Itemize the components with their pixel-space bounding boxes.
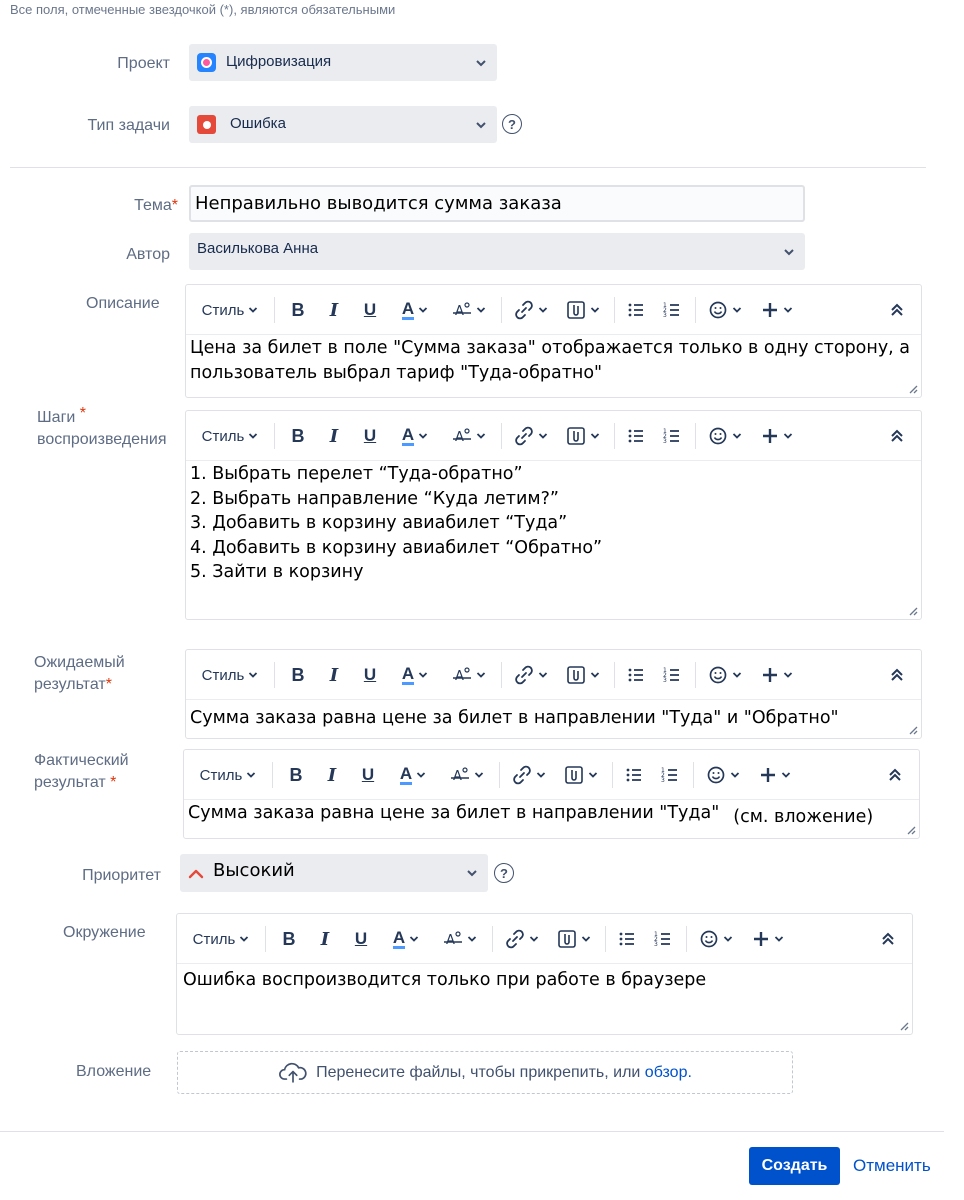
italic-icon[interactable]: I	[327, 764, 337, 786]
chevron-down-icon	[466, 867, 478, 879]
environment-label: Окружение	[63, 924, 146, 941]
svg-text:1: 1	[663, 302, 667, 309]
chevron-down-icon	[730, 770, 740, 780]
italic-icon[interactable]: I	[320, 928, 330, 950]
bold-icon[interactable]: B	[291, 425, 305, 446]
actual-editor[interactable]	[183, 749, 920, 839]
plus-icon[interactable]	[756, 285, 798, 335]
toolbar-separator	[499, 762, 500, 788]
numbered-list-icon[interactable]	[660, 411, 684, 461]
svg-text:3: 3	[663, 438, 667, 445]
clear-format-icon[interactable]	[446, 750, 488, 800]
chevron-down-icon	[476, 670, 486, 680]
attachment-text: Перенесите файлы, чтобы прикрепить, или	[316, 1063, 641, 1081]
collapse-icon[interactable]	[883, 750, 907, 800]
chevron-down-icon	[248, 431, 258, 441]
toolbar-separator	[501, 662, 502, 688]
chevron-down-icon	[418, 670, 428, 680]
editor-toolbar	[186, 650, 921, 700]
project-select[interactable]	[189, 44, 497, 81]
style-dropdown[interactable]: Стиль	[196, 411, 264, 461]
svg-text:1: 1	[663, 667, 667, 674]
underline-icon[interactable]: U	[363, 665, 377, 684]
chevron-down-icon	[783, 670, 793, 680]
attachment-dropzone[interactable]	[177, 1051, 793, 1094]
chevron-down-icon	[467, 934, 477, 944]
description-editor[interactable]	[185, 284, 922, 398]
resize-handle-icon[interactable]	[908, 384, 918, 394]
browse-link[interactable]: обзор.	[644, 1063, 692, 1081]
chevron-down-icon	[590, 305, 600, 315]
footer-divider	[0, 1131, 944, 1132]
clear-format-icon[interactable]	[448, 285, 490, 335]
emoji-icon[interactable]	[695, 914, 737, 964]
svg-text:2: 2	[663, 672, 667, 679]
emoji-icon[interactable]	[704, 411, 746, 461]
toolbar-separator	[695, 423, 696, 449]
resize-handle-icon[interactable]	[899, 1021, 909, 1031]
help-icon[interactable]: ?	[494, 863, 514, 883]
plus-icon[interactable]	[747, 914, 789, 964]
bold-icon[interactable]: B	[291, 664, 305, 685]
underline-icon[interactable]: U	[363, 426, 377, 445]
svg-text:A: A	[453, 769, 462, 784]
bug-icon	[197, 115, 216, 134]
required-asterisk: *	[110, 774, 117, 791]
collapse-icon[interactable]	[885, 411, 909, 461]
chevron-down-icon	[732, 431, 742, 441]
toolbar-separator	[501, 297, 502, 323]
chevron-down-icon	[474, 770, 484, 780]
attachment-icon[interactable]	[562, 285, 604, 335]
emoji-icon[interactable]	[704, 285, 746, 335]
text-color-icon[interactable]: A	[394, 650, 436, 700]
toolbar-separator	[614, 423, 615, 449]
toolbar-separator	[686, 926, 687, 952]
chevron-down-icon	[723, 934, 733, 944]
required-asterisk: *	[171, 197, 178, 214]
chevron-down-icon	[783, 305, 793, 315]
attachment-icon[interactable]	[562, 650, 604, 700]
toolbar-separator	[501, 423, 502, 449]
numbered-list-icon[interactable]	[660, 650, 684, 700]
chevron-down-icon	[475, 119, 487, 131]
issue-type-value: Ошибка	[230, 115, 286, 132]
link-icon[interactable]	[510, 650, 552, 700]
toolbar-separator	[693, 762, 694, 788]
svg-text:2: 2	[654, 936, 658, 943]
link-icon[interactable]	[508, 750, 550, 800]
svg-text:1: 1	[654, 931, 658, 938]
toolbar-separator	[605, 926, 606, 952]
underline-icon[interactable]: U	[354, 929, 368, 948]
environment-text[interactable]: Ошибка воспроизводится только при работе в браузере	[183, 970, 707, 990]
steps-text[interactable]: 1. Выбрать перелет “Туда-обратно” 2. Выбрать направление “Куда летим?” 3. Добавить в корзину авиабилет “Туда” 4. Добавить в корзину авиабилет “Обратно” 5. Зайти в корзину	[190, 464, 603, 582]
toolbar-separator	[614, 297, 615, 323]
toolbar-separator	[274, 662, 275, 688]
underline-icon[interactable]: U	[361, 765, 375, 784]
attachment-icon[interactable]	[553, 914, 595, 964]
chevron-down-icon	[248, 670, 258, 680]
link-icon[interactable]	[510, 285, 552, 335]
text-color-icon[interactable]: A	[394, 285, 436, 335]
actual-label: Фактический результат *	[34, 752, 129, 791]
collapse-icon[interactable]	[885, 650, 909, 700]
chevron-down-icon	[416, 770, 426, 780]
expected-editor[interactable]	[185, 649, 922, 739]
description-text[interactable]: Цена за билет в поле "Сумма заказа" отображается только в одну сторону, а пользователь выбрал тариф "Туда-обратно"	[190, 338, 911, 383]
priority-value: Высокий	[213, 860, 295, 881]
emoji-icon[interactable]	[704, 650, 746, 700]
chevron-down-icon	[590, 431, 600, 441]
bullet-list-icon[interactable]	[622, 750, 646, 800]
attachment-label: Вложение	[76, 1063, 152, 1080]
editor-toolbar	[186, 285, 921, 335]
toolbar-separator	[695, 297, 696, 323]
plus-icon[interactable]	[756, 411, 798, 461]
chevron-down-icon	[783, 246, 795, 258]
chevron-down-icon	[248, 305, 258, 315]
chevron-down-icon	[783, 431, 793, 441]
chevron-down-icon	[538, 431, 548, 441]
reporter-value: Василькова Анна	[197, 240, 319, 257]
collapse-icon[interactable]	[876, 914, 900, 964]
bullet-list-icon[interactable]	[624, 285, 648, 335]
chevron-down-icon	[476, 431, 486, 441]
required-asterisk: *	[79, 405, 87, 422]
issue-type-select[interactable]	[189, 106, 497, 143]
chevron-down-icon	[529, 934, 539, 944]
plus-icon[interactable]	[754, 750, 796, 800]
bold-icon[interactable]: B	[289, 764, 303, 785]
editor-toolbar	[184, 750, 919, 800]
environment-editor[interactable]	[176, 913, 913, 1035]
required-asterisk: *	[105, 676, 112, 693]
svg-text:2: 2	[663, 433, 667, 440]
editor-toolbar	[177, 914, 912, 964]
numbered-list-icon[interactable]	[660, 285, 684, 335]
reporter-label: Автор	[126, 246, 170, 263]
chevron-down-icon	[536, 770, 546, 780]
priority-high-icon	[188, 866, 204, 882]
chevron-down-icon	[732, 670, 742, 680]
text-color-icon[interactable]: A	[394, 411, 436, 461]
attachment-icon[interactable]	[562, 411, 604, 461]
help-icon[interactable]: ?	[502, 114, 522, 134]
chevron-down-icon	[581, 934, 591, 944]
steps-editor[interactable]	[185, 410, 922, 620]
clear-format-icon[interactable]	[448, 650, 490, 700]
chevron-down-icon	[774, 934, 784, 944]
numbered-list-icon[interactable]	[651, 914, 675, 964]
toolbar-separator	[614, 662, 615, 688]
description-label: Описание	[86, 295, 160, 312]
collapse-icon[interactable]	[885, 285, 909, 335]
priority-label: Приоритет	[82, 867, 161, 884]
italic-icon[interactable]: I	[329, 425, 339, 447]
project-label: Проект	[117, 55, 170, 72]
toolbar-separator	[492, 926, 493, 952]
chevron-down-icon	[590, 670, 600, 680]
svg-text:A: A	[446, 933, 455, 948]
text-color-icon[interactable]: A	[392, 750, 434, 800]
cancel-button[interactable]: Отменить	[853, 1156, 931, 1175]
required-fields-note: Все поля, отмеченные звездочкой (*), являются обязательными	[10, 2, 396, 17]
style-dropdown[interactable]: Стиль	[196, 285, 264, 335]
resize-handle-icon[interactable]	[908, 725, 918, 735]
toolbar-separator	[272, 762, 273, 788]
chevron-down-icon	[409, 934, 419, 944]
divider	[10, 167, 926, 168]
svg-text:3: 3	[661, 777, 665, 784]
toolbar-separator	[612, 762, 613, 788]
create-button[interactable]: Создать	[749, 1147, 840, 1185]
chevron-down-icon	[418, 305, 428, 315]
chevron-down-icon	[476, 305, 486, 315]
actual-note: (см. вложение)	[733, 807, 874, 827]
chevron-down-icon	[246, 770, 256, 780]
summary-input[interactable]: Неправильно выводится сумма заказа	[189, 185, 805, 222]
chevron-down-icon	[588, 770, 598, 780]
svg-text:1: 1	[661, 767, 665, 774]
toolbar-separator	[265, 926, 266, 952]
chevron-down-icon	[732, 305, 742, 315]
style-dropdown[interactable]: Стиль	[196, 650, 264, 700]
svg-text:3: 3	[663, 312, 667, 319]
editor-toolbar	[186, 411, 921, 461]
issue-type-label: Тип задачи	[87, 117, 170, 134]
plus-icon[interactable]	[756, 650, 798, 700]
summary-label: Тема*	[134, 197, 178, 214]
expected-label: Ожидаемый результат*	[34, 654, 125, 693]
emoji-icon[interactable]	[702, 750, 744, 800]
svg-text:2: 2	[661, 772, 665, 779]
toolbar-separator	[695, 662, 696, 688]
svg-text:A: A	[455, 304, 464, 319]
style-dropdown[interactable]: Стиль	[194, 750, 262, 800]
chevron-down-icon	[239, 934, 249, 944]
svg-text:2: 2	[663, 307, 667, 314]
italic-icon[interactable]: I	[329, 299, 339, 321]
priority-select[interactable]	[180, 854, 488, 892]
clear-format-icon[interactable]	[448, 411, 490, 461]
svg-text:3: 3	[654, 941, 658, 948]
chevron-down-icon	[538, 305, 548, 315]
underline-icon[interactable]: U	[363, 300, 377, 319]
link-icon[interactable]	[501, 914, 543, 964]
project-avatar-icon	[197, 53, 216, 72]
bullet-list-icon[interactable]	[615, 914, 639, 964]
expected-text[interactable]: Сумма заказа равна цене за билет в направлении "Туда" и "Обратно"	[190, 708, 839, 728]
italic-icon[interactable]: I	[329, 664, 339, 686]
actual-text[interactable]: Сумма заказа равна цене за билет в направлении "Туда" (см. вложение)	[188, 803, 874, 827]
toolbar-separator	[274, 297, 275, 323]
svg-text:A: A	[455, 430, 464, 445]
project-value: Цифровизация	[226, 53, 332, 70]
clear-format-icon[interactable]	[439, 914, 481, 964]
svg-text:3: 3	[663, 677, 667, 684]
cloud-upload-icon	[278, 1061, 308, 1084]
resize-handle-icon[interactable]	[906, 825, 916, 835]
steps-label: Шаги * воспроизведения	[37, 405, 167, 448]
chevron-down-icon	[781, 770, 791, 780]
svg-text:1: 1	[663, 428, 667, 435]
resize-handle-icon[interactable]	[908, 606, 918, 616]
attachment-icon[interactable]	[560, 750, 602, 800]
chevron-down-icon	[418, 431, 428, 441]
toolbar-separator	[274, 423, 275, 449]
reporter-select[interactable]	[189, 233, 805, 270]
bullet-list-icon[interactable]	[624, 411, 648, 461]
style-dropdown[interactable]: Стиль	[187, 914, 255, 964]
bold-icon[interactable]: B	[282, 928, 296, 949]
numbered-list-icon[interactable]	[658, 750, 682, 800]
svg-text:A: A	[455, 669, 464, 684]
chevron-down-icon	[475, 57, 487, 69]
bold-icon[interactable]: B	[291, 299, 305, 320]
bullet-list-icon[interactable]	[624, 650, 648, 700]
chevron-down-icon	[538, 670, 548, 680]
text-color-icon[interactable]: A	[385, 914, 427, 964]
link-icon[interactable]	[510, 411, 552, 461]
